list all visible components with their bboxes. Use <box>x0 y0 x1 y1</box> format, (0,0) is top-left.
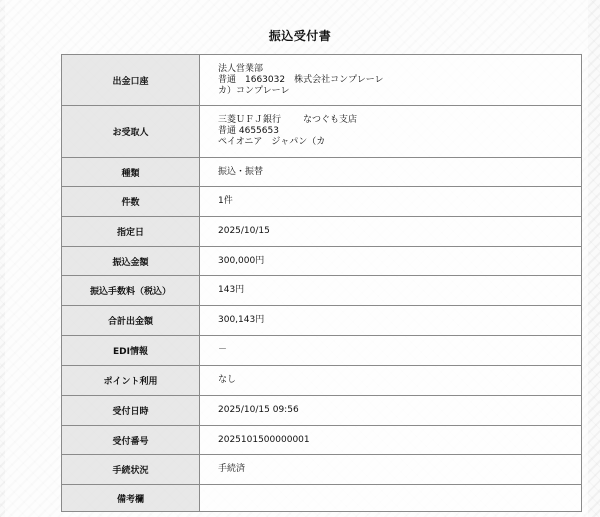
label-fee: 振込手数料（税込） <box>62 276 200 306</box>
table-row-edi <box>62 336 582 366</box>
value-date: 2025/10/15 <box>200 217 582 247</box>
label-account: 出金口座 <box>62 55 200 106</box>
table-row-count <box>62 187 582 217</box>
recipient-name: ペイオニア ジャパン（カ <box>218 137 326 147</box>
table-row-status <box>62 455 582 485</box>
label-amount: 振込金額 <box>62 247 200 276</box>
account-name-cont: カ）コンプレーレ <box>218 85 290 96</box>
label-edi: EDI情報 <box>62 336 200 366</box>
value-recipient <box>200 106 582 158</box>
value-amount: 300,000円 <box>200 247 582 276</box>
label-status: 手続状況 <box>62 455 200 485</box>
receipt-table <box>61 54 582 512</box>
recipient-bank: 三菱ＵＦＪ銀行 <box>218 115 282 125</box>
label-remarks: 備考欄 <box>62 485 200 512</box>
table-row-total <box>62 306 582 336</box>
label-received-at: 受付日時 <box>62 396 200 426</box>
table-row-date <box>62 217 582 247</box>
table-row-remarks <box>62 485 582 512</box>
table-row-account <box>62 55 582 106</box>
label-count: 件数 <box>62 187 200 217</box>
table-row-receipt-no <box>62 426 582 455</box>
recipient-branch: なつぐも支店 <box>303 115 358 125</box>
value-fee: 143円 <box>200 276 582 306</box>
account-branch: 法人営業部 <box>218 63 264 74</box>
document-title: 振込受付書 <box>268 29 332 43</box>
table-row-amount <box>62 247 582 276</box>
recipient-account: 普通 4655653 <box>218 126 279 136</box>
label-date: 指定日 <box>62 217 200 247</box>
label-points: ポイント利用 <box>62 366 200 396</box>
label-receipt-no: 受付番号 <box>62 426 200 455</box>
table-row-fee <box>62 276 582 306</box>
account-number-name: 普通 1663032 株式会社コンプレーレ <box>218 74 384 85</box>
value-receipt-no: 2025101500000001 <box>200 426 582 455</box>
value-points: なし <box>200 366 582 396</box>
value-received-at: 2025/10/15 09:56 <box>200 396 582 426</box>
label-total: 合計出金額 <box>62 306 200 336</box>
value-account <box>200 55 582 106</box>
value-status: 手続済 <box>200 455 582 485</box>
table-row-type <box>62 158 582 187</box>
value-type: 振込・振替 <box>200 158 582 187</box>
label-type: 種類 <box>62 158 200 187</box>
value-count: 1件 <box>200 187 582 217</box>
table-row-recipient <box>62 106 582 158</box>
value-total: 300,143円 <box>200 306 582 336</box>
label-recipient: お受取人 <box>62 106 200 158</box>
table-row-received-at <box>62 396 582 426</box>
value-edi: － <box>200 336 582 366</box>
value-remarks <box>200 485 582 512</box>
table-row-points <box>62 366 582 396</box>
